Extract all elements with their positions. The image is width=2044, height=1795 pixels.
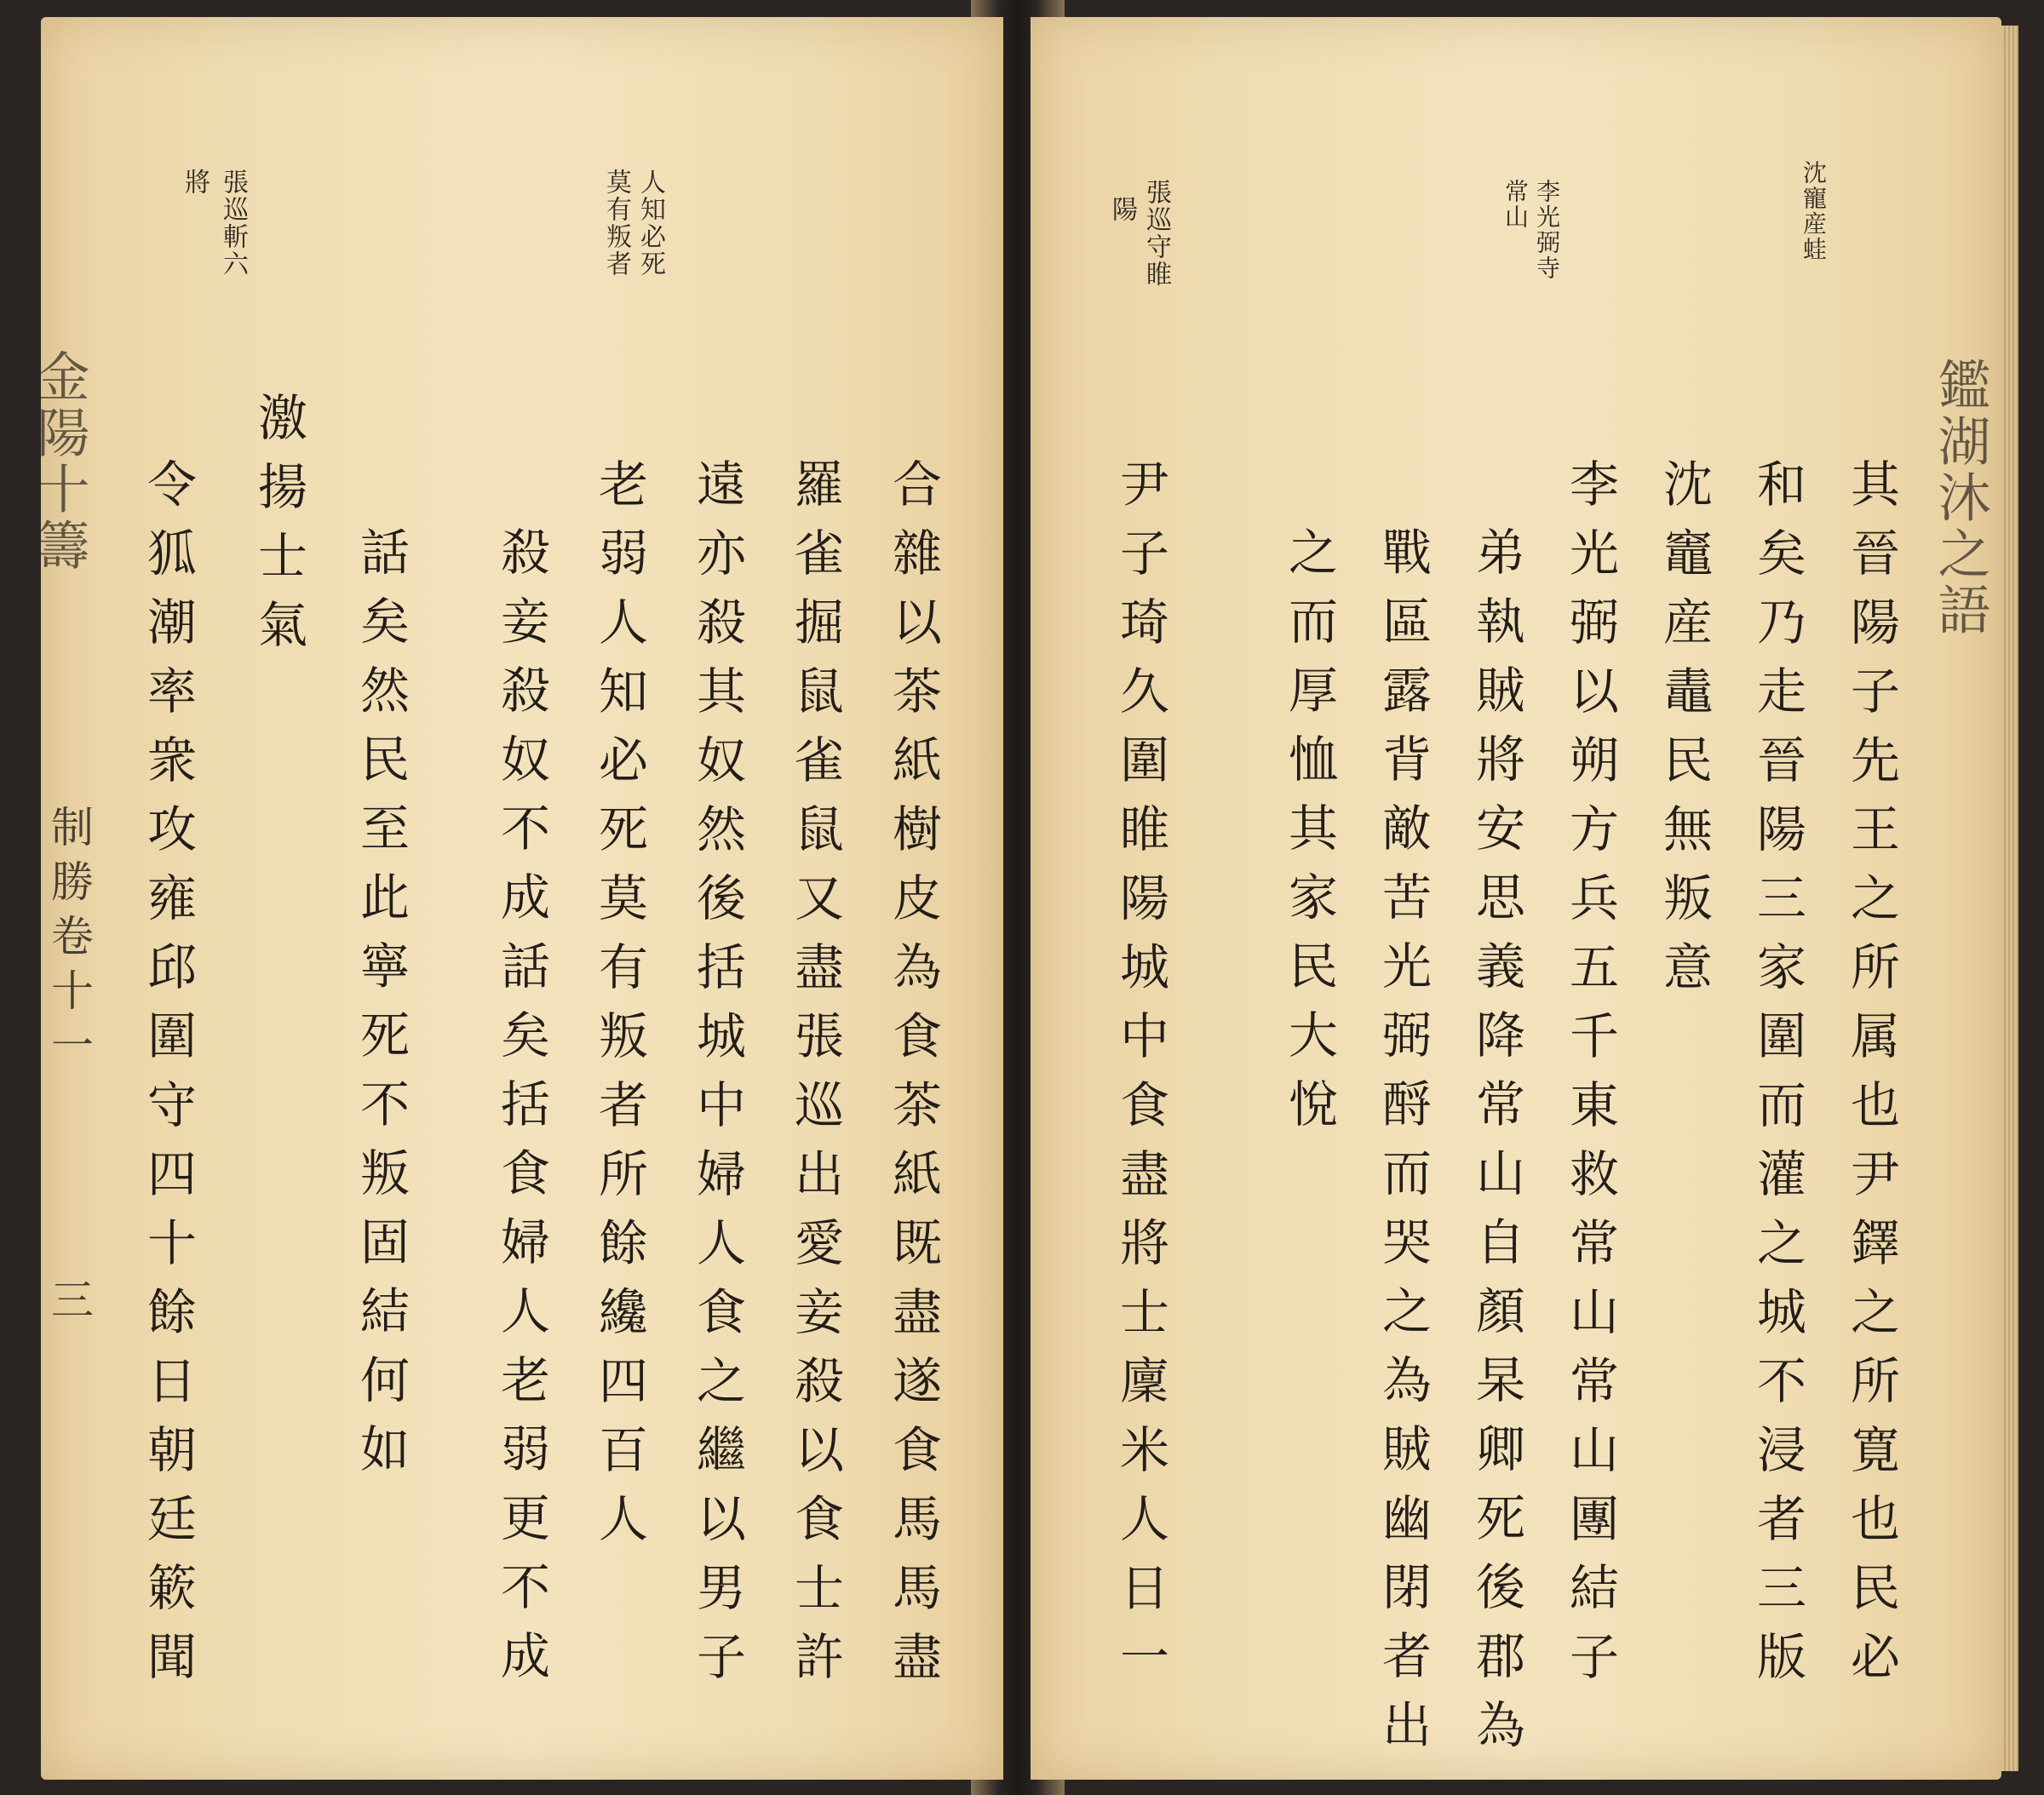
text-column: 沈竈産鼃民無叛意	[1655, 458, 1713, 1010]
annotation-right-1: 沈寵産蛙	[1800, 160, 1828, 262]
text-column: 其晉陽子先王之所属也尹鐸之所寛也民必	[1842, 458, 1900, 1700]
text-column: 和矣乃走晉陽三家圍而灌之城不浸者三版	[1748, 458, 1806, 1700]
annotation-left-1: 人知必死	[635, 169, 665, 278]
annotation-left-4: 將	[180, 169, 210, 196]
annotation-right-2: 李光弼寺	[1533, 179, 1561, 281]
left-page	[28, 17, 1003, 1780]
text-column: 尹子琦久圍睢陽城中食盡將士廩米人日一	[1111, 458, 1169, 1700]
text-column-heading: 激揚士氣	[250, 392, 307, 668]
text-column: 殺妾殺奴不成話矣括食婦人老弱更不成	[492, 526, 550, 1699]
text-column: 李光弼以朔方兵五千東救常山常山團結子	[1561, 458, 1619, 1700]
text-column: 羅雀掘鼠雀鼠又盡張巡出愛妾殺以食士許	[786, 458, 844, 1700]
annotation-left-3: 張巡斬六	[218, 169, 248, 278]
text-column: 弟執賊將安思義降常山自顏杲卿死後郡為	[1467, 526, 1525, 1768]
text-column: 老弱人知必死莫有叛者所餘纔四百人	[590, 458, 648, 1562]
text-column: 合雜以茶紙樹皮為食茶紙既盡遂食馬馬盡	[884, 458, 942, 1700]
spine-title: 金陽十籌	[28, 349, 90, 574]
text-column: 話矣然民至此寧死不叛固結何如	[352, 526, 410, 1492]
text-column: 遠亦殺其奴然後括城中婦人食之繼以男子	[688, 458, 746, 1700]
folio-number: 三	[44, 1277, 94, 1332]
annotation-right-4: 張巡守睢	[1141, 179, 1171, 288]
annotation-left-2: 莫有叛者	[601, 169, 631, 278]
text-column: 令狐潮率衆攻雍邱圍守四十餘日朝廷簌聞	[139, 458, 197, 1700]
page-title-fragment: 鑑湖沐之語	[1929, 358, 1991, 639]
margin-chapter-label: 制勝卷十一	[44, 805, 94, 1077]
annotation-right-5: 陽	[1107, 196, 1137, 223]
annotation-right-3: 常山	[1501, 179, 1530, 230]
right-page	[1031, 17, 2001, 1780]
text-column: 之而厚恤其家民大悅	[1280, 526, 1338, 1147]
text-column: 戰區露背敵苦光弼酹而哭之為賊幽閉者出	[1374, 526, 1432, 1768]
